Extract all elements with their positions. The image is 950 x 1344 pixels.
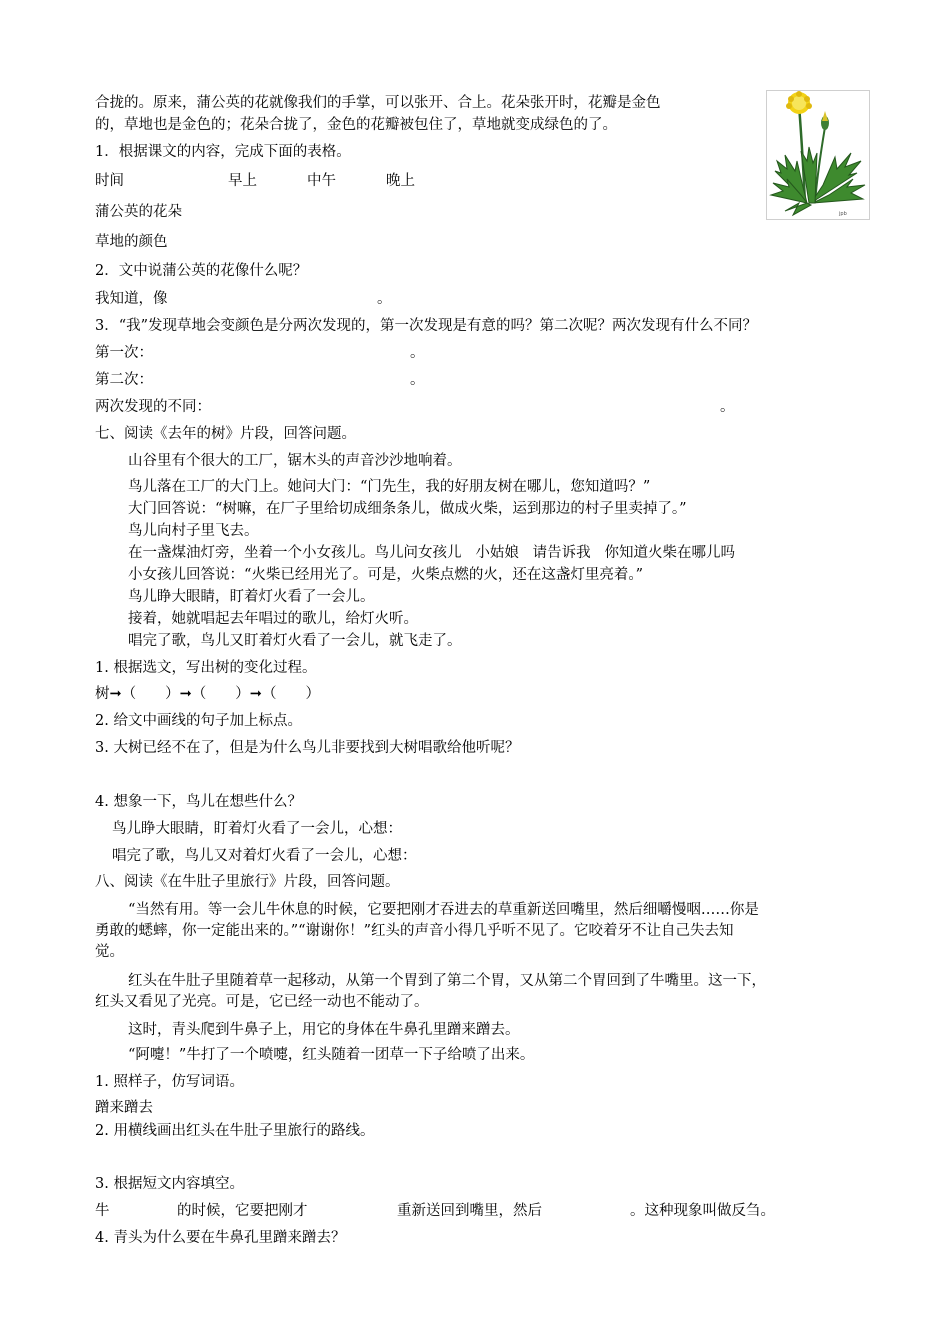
section-heading: 七、阅读《去年的树》片段，回答问题。 [95, 426, 356, 442]
passage-line: 大门回答说：“树嘛，在厂子里给切成细条条儿，做成火柴，运到那边的村子里卖掉了。” [128, 501, 687, 517]
answer-difference: 两次发现的不同： [95, 399, 211, 415]
example-word: 蹭来蹭去 [95, 1100, 153, 1116]
question-2: 2. 给文中画线的句子加上标点。 [95, 713, 302, 729]
table-header-morning: 早上 [228, 173, 257, 189]
svg-text:jpb: jpb [839, 211, 847, 217]
passage-line: 红头又看见了光亮。可是，它已经一动也不能动了。 [95, 994, 429, 1010]
answer-line: 我知道，像 [95, 291, 168, 307]
question-4: 4. 青头为什么要在牛鼻孔里蹭来蹭去？ [95, 1230, 346, 1246]
imagine-line-b: 唱完了歌，鸟儿又对着灯火看了一会儿，心想： [112, 848, 417, 864]
passage-line: 鸟儿向村子里飞去。 [128, 523, 259, 539]
question-2: 2. 用横线画出红头在牛肚子里旅行的路线。 [95, 1123, 375, 1139]
passage-line: 小女孩儿回答说：“火柴已经用光了。可是，火柴点燃的火，还在这盏灯里亮着。” [128, 567, 644, 583]
period: 。 [410, 372, 425, 388]
passage-line: “阿嚏！”牛打了一个喷嚏，红头随着一团草一下子给喷了出来。 [128, 1047, 535, 1063]
question-1: 1. 根据选文，写出树的变化过程。 [95, 660, 317, 676]
answer-first: 第一次： [95, 345, 153, 361]
question-3: 3．“我”发现草地会变颜色是分两次发现的，第一次发现是有意的吗？第二次呢？两次发现有什么不同？ [95, 318, 758, 334]
passage-line: 红头在牛肚子里随着草一起移动，从第一个胃到了第二个胃，又从第二个胃回到了牛嘴里。这一下， [128, 973, 766, 989]
section-heading: 八、阅读《在牛肚子里旅行》片段，回答问题。 [95, 874, 400, 890]
passage-line-underlined: 在一盏煤油灯旁，坐着一个小女孩儿。鸟儿问女孩儿 小姑娘 请告诉我 你知道火柴在哪儿吗 [128, 545, 735, 561]
passage-line: 鸟儿睁大眼睛，盯着灯火看了一会儿。 [128, 589, 375, 605]
question-1: 1. 照样子，仿写词语。 [95, 1074, 244, 1090]
table-header-evening: 晚上 [386, 173, 415, 189]
passage-line: 鸟儿落在工厂的大门上。她问大门：“门先生，我的好朋友树在哪儿，您知道吗？” [128, 479, 651, 495]
fill-blank-c: 重新送回到嘴里，然后 [397, 1203, 542, 1219]
passage-line: “当然有用。等一会儿牛休息的时候，它要把刚才吞进去的草重新送回嘴里，然后细嚼慢咽……你是 [128, 902, 759, 918]
passage-line: 合拢的。原来，蒲公英的花就像我们的手掌，可以张开、合上。花朵张开时，花瓣是金色 [95, 95, 661, 111]
table-header-noon: 中午 [307, 173, 336, 189]
fill-blank-b: 的时候，它要把刚才 [177, 1203, 308, 1219]
question-4: 4. 想象一下，鸟儿在想些什么？ [95, 794, 302, 810]
dandelion-image [766, 90, 870, 220]
question-2: 2．文中说蒲公英的花像什么呢？ [95, 263, 308, 279]
passage-line: 的，草地也是金色的；花朵合拢了，金色的花瓣被包住了，草地就变成绿色的了。 [95, 117, 617, 133]
period: 。 [410, 345, 425, 361]
table-row-flower: 蒲公英的花朵 [95, 204, 182, 220]
table-row-grass: 草地的颜色 [95, 234, 168, 250]
tree-change-chain: 树➞（ ）➞（ ）➞（ ） [95, 686, 320, 702]
passage-line: 山谷里有个很大的工厂，锯木头的声音沙沙地响着。 [128, 453, 462, 469]
question-1: 1．根据课文的内容，完成下面的表格。 [95, 144, 351, 160]
period: 。 [377, 291, 392, 307]
passage-line: 勇敢的蟋蟀，你一定能出来的。”“谢谢你！”红头的声音小得几乎听不见了。它咬着牙不让自己失去知 [95, 923, 734, 939]
period: 。 [720, 399, 735, 415]
table-header-time: 时间 [95, 173, 124, 189]
question-3: 3. 根据短文内容填空。 [95, 1176, 244, 1192]
passage-line: 唱完了歌，鸟儿又盯着灯火看了一会儿，就飞走了。 [128, 633, 462, 649]
passage-line: 接着，她就唱起去年唱过的歌儿，给灯火听。 [128, 611, 418, 627]
answer-second: 第二次： [95, 372, 153, 388]
imagine-line-a: 鸟儿睁大眼睛，盯着灯火看了一会儿，心想： [112, 821, 402, 837]
fill-blank-d: 。这种现象叫做反刍。 [630, 1203, 775, 1219]
passage-line: 觉。 [95, 944, 124, 960]
fill-blank-a: 牛 [95, 1203, 110, 1219]
dandelion-icon [767, 91, 869, 219]
passage-line: 这时，青头爬到牛鼻子上，用它的身体在牛鼻孔里蹭来蹭去。 [128, 1022, 520, 1038]
question-3: 3. 大树已经不在了，但是为什么鸟儿非要找到大树唱歌给他听呢？ [95, 740, 520, 756]
